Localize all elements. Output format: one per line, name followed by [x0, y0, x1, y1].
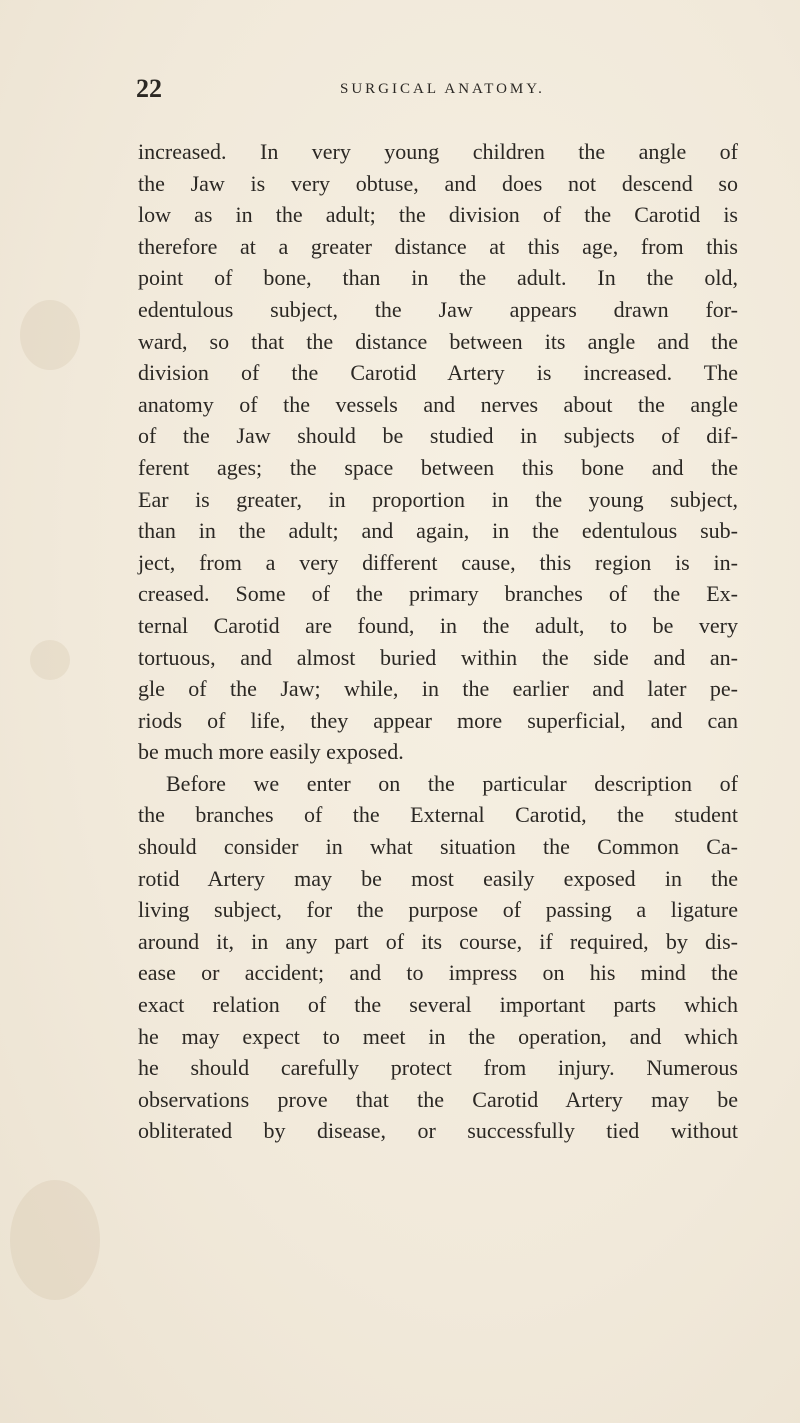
- text-line: than in the adult; and again, in the edentulous sub-: [138, 518, 738, 544]
- text-line: gle of the Jaw; while, in the earlier and later pe-: [138, 676, 738, 702]
- text-line: rotid Artery may be most easily exposed in the: [138, 865, 738, 891]
- text-line: obliterated by disease, or successfully tied without: [138, 1118, 738, 1144]
- text-line: ease or accident; and to impress on his mind the: [138, 960, 738, 986]
- text-line: exact relation of the several important parts which: [138, 992, 738, 1018]
- text-line: edentulous subject, the Jaw appears drawn for-: [138, 296, 738, 322]
- text-line: division of the Carotid Artery is increased. The: [138, 360, 738, 386]
- text-line: therefore at a greater distance at this age, from this: [138, 233, 738, 259]
- text-line: low as in the adult; the division of the Carotid is: [138, 202, 738, 228]
- text-line: the Jaw is very obtuse, and does not descend so: [138, 170, 738, 196]
- text-line: Ear is greater, in proportion in the young subject,: [138, 486, 738, 512]
- paper-stain: [30, 640, 70, 680]
- text-line: anatomy of the vessels and nerves about the angle: [138, 391, 738, 417]
- text-line: ferent ages; the space between this bone and the: [138, 454, 738, 480]
- text-line: ward, so that the distance between its angle and the: [138, 328, 738, 354]
- text-line: ject, from a very different cause, this region is in-: [138, 549, 738, 575]
- paper-stain: [20, 300, 80, 370]
- text-line: of the Jaw should be studied in subjects of dif-: [138, 423, 738, 449]
- text-line: around it, in any part of its course, if required, by dis-: [138, 928, 738, 954]
- text-line: he should carefully protect from injury. Numerous: [138, 1055, 738, 1081]
- paper-stain: [10, 1180, 100, 1300]
- body-text: [138, 136, 738, 1147]
- text-line: tortuous, and almost buried within the side and an-: [138, 644, 738, 670]
- text-line: should consider in what situation the Common Ca-: [138, 834, 738, 860]
- running-head: SURGICAL ANATOMY.: [340, 81, 545, 97]
- text-line: riods of life, they appear more superficial, and can: [138, 707, 738, 733]
- text-line: increased. In very young children the angle of: [138, 139, 738, 164]
- text-line: he may expect to meet in the operation, and which: [138, 1023, 738, 1049]
- text-line: creased. Some of the primary branches of the Ex-: [138, 581, 738, 607]
- page-number: 22: [136, 74, 162, 103]
- text-line: living subject, for the purpose of passing a ligature: [138, 897, 738, 923]
- page-header: [0, 74, 800, 108]
- text-line: Before we enter on the particular description of: [166, 770, 738, 796]
- text-line: be much more easily exposed.: [138, 739, 404, 765]
- text-line: the branches of the External Carotid, the student: [138, 802, 738, 828]
- text-line: point of bone, than in the adult. In the old,: [138, 265, 738, 291]
- text-line: observations prove that the Carotid Artery may be: [138, 1086, 738, 1112]
- text-line: ternal Carotid are found, in the adult, to be very: [138, 612, 738, 638]
